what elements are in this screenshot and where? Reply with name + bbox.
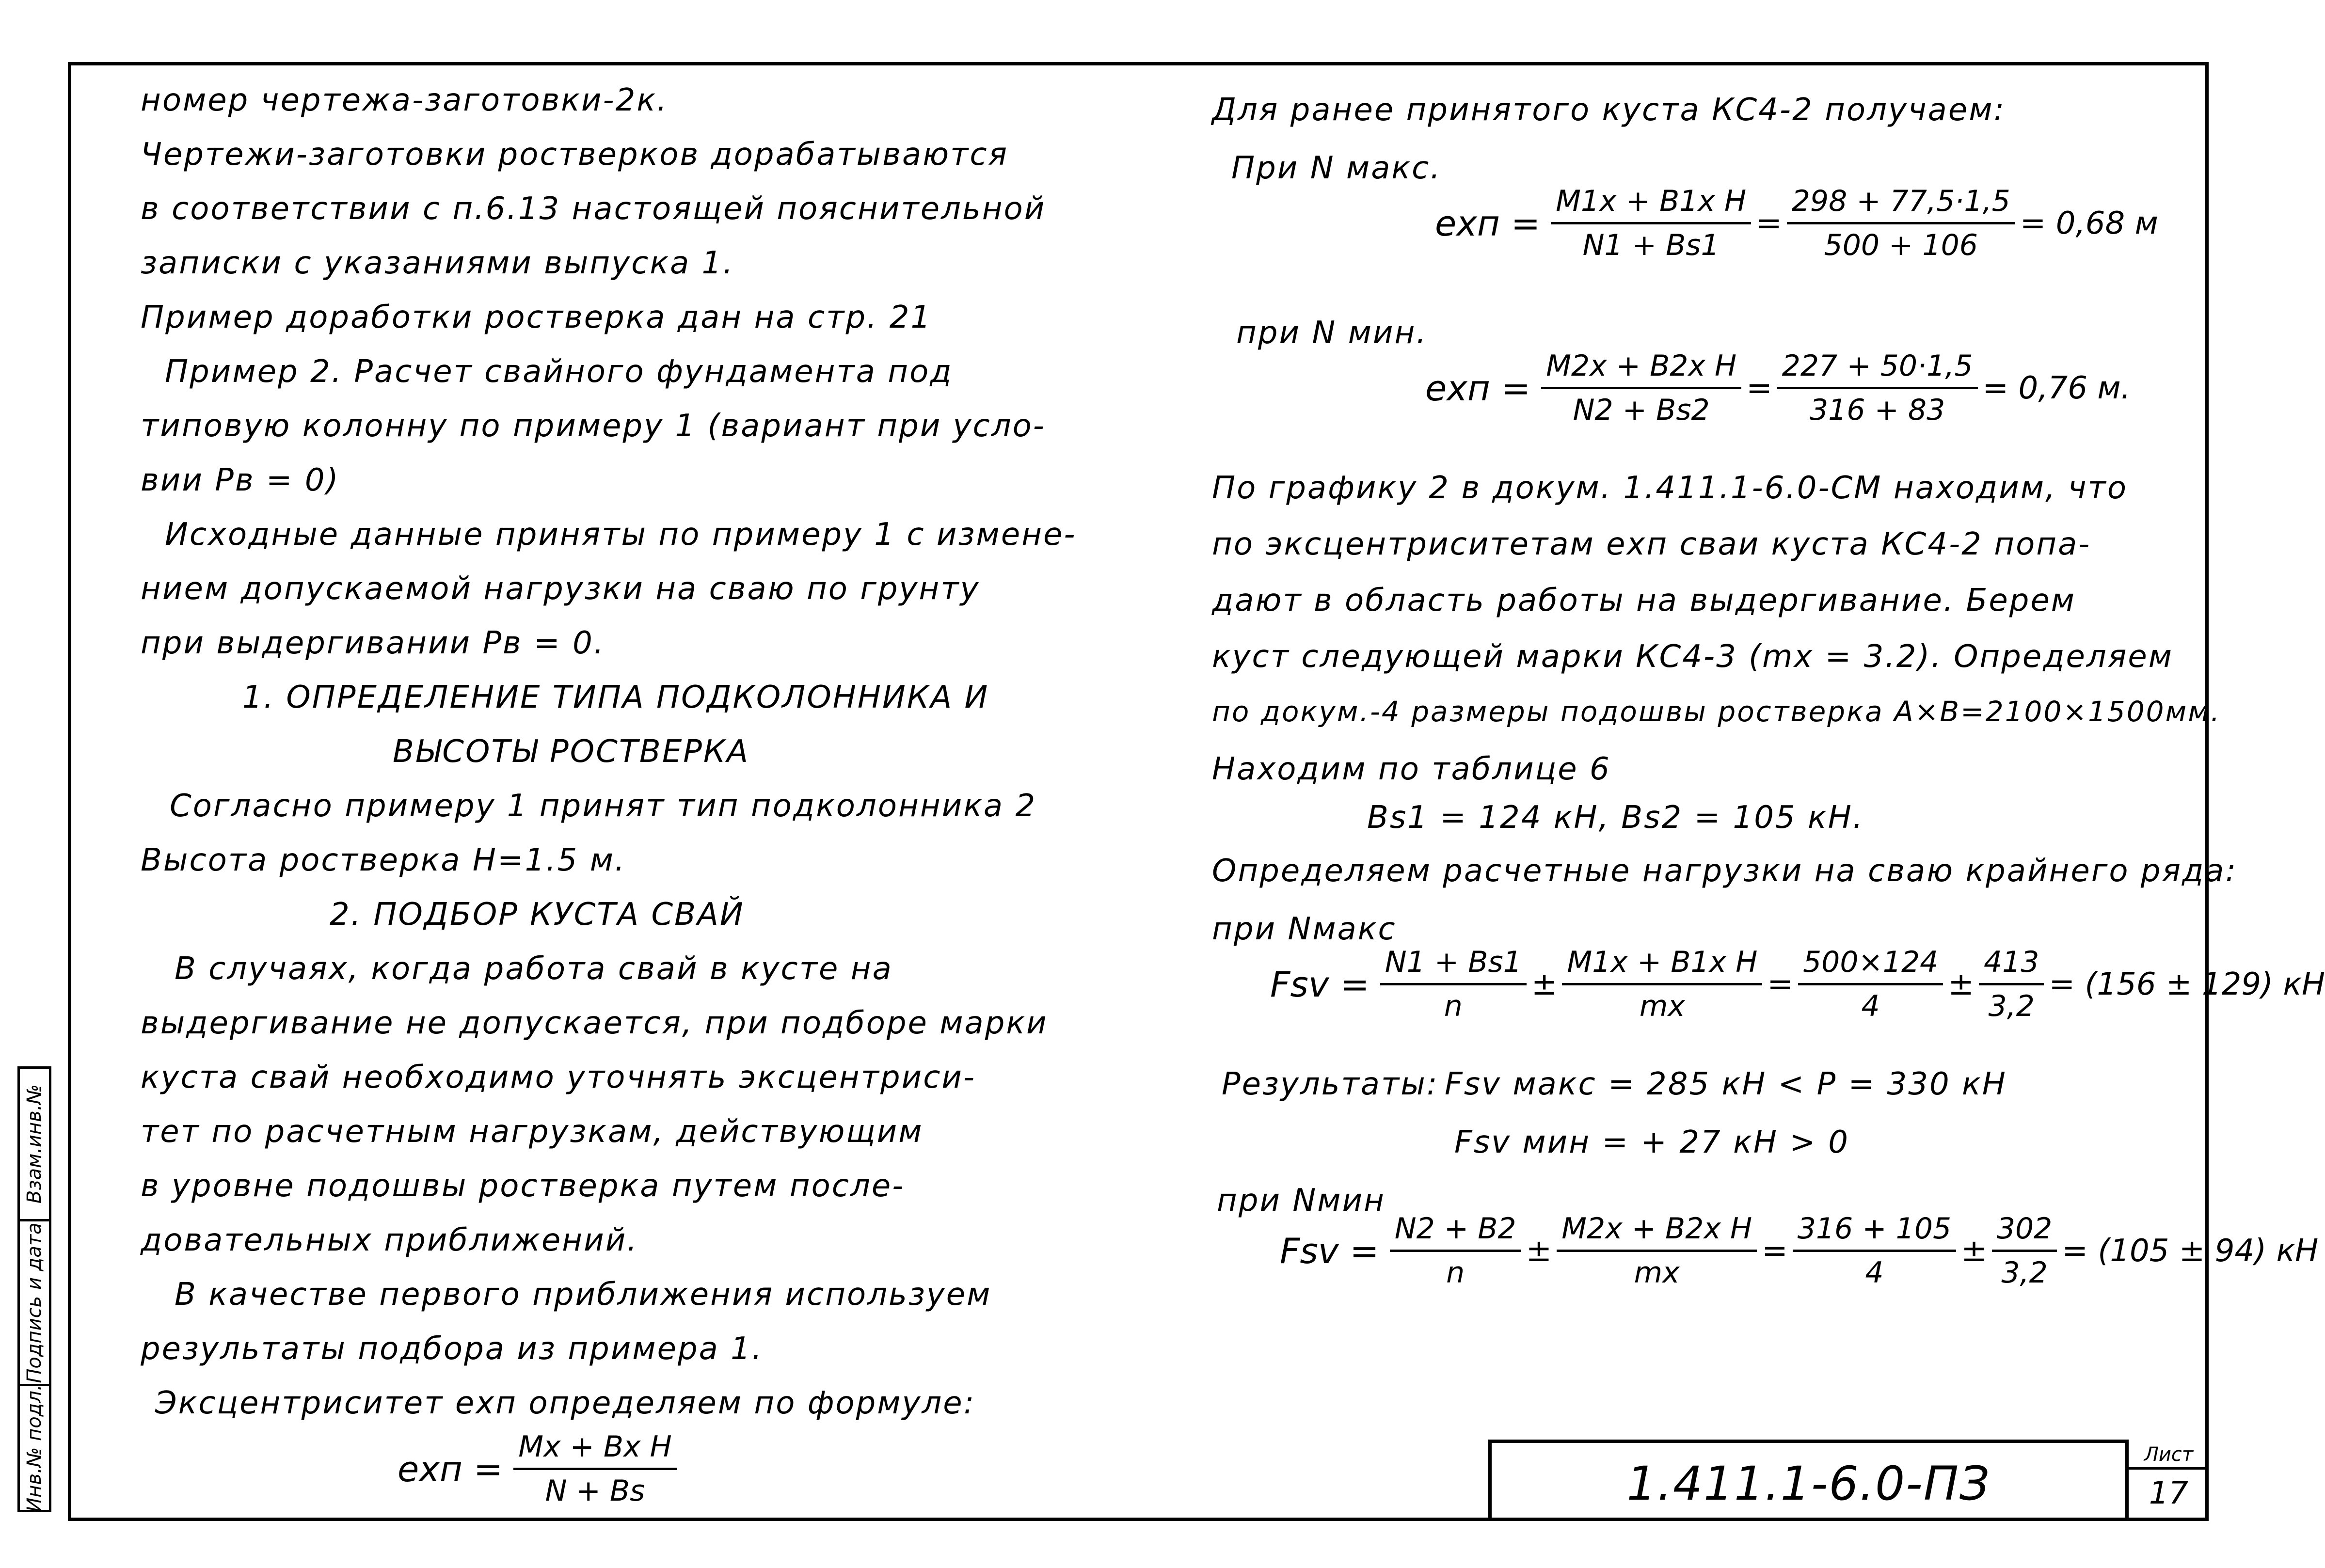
formula-fraction	[1390, 1212, 1521, 1290]
result-min: Fsv мин = + 27 кН > 0	[1454, 1125, 1849, 1160]
formula-numerator: 316 + 105	[1793, 1212, 1956, 1252]
text-line: выдергивание не допускается, при подборе марки	[141, 1005, 1048, 1041]
side-stamp-text: Инв.№ подл.	[23, 1384, 46, 1512]
formula-fraction	[1777, 349, 1978, 427]
formula-denominator: 4	[1865, 1256, 1884, 1290]
formula-lhs: Fsv =	[1270, 964, 1370, 1005]
formula-fraction	[1380, 945, 1527, 1023]
formula-denominator: N + Bs	[545, 1474, 645, 1508]
formula-result: = 0,76 м.	[1982, 370, 2131, 406]
case-label: при Nмакс	[1212, 911, 1397, 947]
side-stamp-cell	[20, 1069, 49, 1219]
formula-ecc-max: eхп = $\frac{\text{M1x + B1x H}}{N1 + Bs1}$ = $\frac{298 + 77,5\cdot 1,5}{500 + 106}$ = 0,68 м	[1435, 184, 2158, 262]
text-line: тет по расчетным нагрузкам, действующим	[141, 1114, 924, 1150]
formula-numerator: 500×124	[1798, 945, 1943, 985]
side-stamp-cell	[20, 1384, 49, 1510]
text-line: Чертежи-заготовки ростверков дорабатываются	[141, 137, 1009, 173]
side-stamp-cell	[20, 1219, 49, 1384]
text-line: довательных приближений.	[141, 1222, 638, 1258]
text-line: Исходные данные приняты по примеру 1 с измене-	[165, 517, 1077, 553]
formula-fraction	[1541, 349, 1741, 427]
text-line: Высота ростверка H=1.5 м.	[141, 842, 626, 878]
formula-numerator: 298 + 77,5·1,5	[1787, 184, 2015, 224]
formula-numerator: N1 + Bs1	[1380, 945, 1527, 985]
section-heading: 1. ОПРЕДЕЛЕНИЕ ТИПА ПОДКОЛОННИКА И	[242, 680, 989, 715]
formula-denominator: 3,2	[2001, 1256, 2048, 1290]
formula-numerator: 302	[1992, 1212, 2057, 1252]
text-line: дают в область работы на выдергивание. Берем	[1212, 583, 2076, 618]
results-label: Результаты:	[1222, 1066, 1439, 1102]
formula-numerator: M2x + B2x H	[1557, 1212, 1757, 1252]
formula-fsv-min: Fsv = $\frac{N2 + B2}{n}$ ± $\frac{\text{M2x + B2x H}}{mx}$ = $\frac{316 + 105}{4}$ ± $\frac{302}{3,2}$ = (105 ± 94) кН	[1280, 1212, 2319, 1290]
text-line: Пример 2. Расчет свайного фундамента под	[165, 354, 953, 390]
text-line: Bs1 = 124 кН, Bs2 = 105 кН.	[1367, 800, 1864, 836]
text-line: куст следующей марки КС4-3 (mx = 3.2). Определяем	[1212, 639, 2173, 675]
side-stamp	[17, 1066, 51, 1512]
formula-fraction	[1562, 945, 1762, 1023]
eccentricity-formula	[398, 1430, 682, 1508]
formula-numerator: N2 + B2	[1390, 1212, 1521, 1252]
formula-ecc-min: eхп = $\frac{\text{M2x + B2x H}}{N2 + Bs2}$ = $\frac{227 + 50\cdot 1,5}{316 + 83}$ = 0,76 м.	[1425, 349, 2131, 427]
formula-denominator: 4	[1861, 989, 1880, 1023]
text-line: вии Pв = 0)	[141, 462, 340, 498]
result-max: Fsv макс = 285 кН < P = 330 кН	[1445, 1066, 2007, 1102]
text-line: нием допускаемой нагрузки на сваю по грунту	[141, 571, 980, 607]
text-line: записки с указаниями выпуска 1.	[141, 245, 734, 281]
text-line: В случаях, когда работа свай в кусте на	[175, 951, 893, 987]
formula-fraction	[513, 1430, 677, 1508]
case-label: При N макс.	[1231, 150, 1442, 186]
text-line: Эксцентриситет eхп определяем по формуле:	[155, 1385, 976, 1421]
formula-denominator: 316 + 83	[1809, 393, 1945, 427]
text-line: номер чертежа-заготовки-2к.	[141, 82, 669, 118]
formula-fsv-max: Fsv = $\frac{N1 + Bs1}{n}$ ± $\frac{\text{M1x + B1x H}}{mx}$ = $\frac{500\times 124}{4}$ ± $\frac{413}{3,2}$ = (156 ± 129) кН	[1270, 945, 2325, 1023]
formula-numerator: 413	[1979, 945, 2044, 985]
text-line: Находим по таблице 6	[1212, 751, 1611, 787]
formula-denominator: n	[1444, 989, 1463, 1023]
case-label: при Nмин	[1217, 1183, 1385, 1219]
sheet-number: 17	[2149, 1475, 2189, 1511]
formula-fraction	[1979, 945, 2044, 1023]
section-heading: ВЫСОТЫ РОСТВЕРКА	[393, 734, 750, 770]
text-line: типовую колонну по примеру 1 (вариант при усло-	[141, 408, 1046, 444]
formula-denominator: 3,2	[1988, 989, 2035, 1023]
formula-numerator: M1x + B1x H	[1551, 184, 1751, 224]
formula-numerator: M2x + B2x H	[1541, 349, 1741, 389]
formula-numerator: M1x + B1x H	[1562, 945, 1762, 985]
formula-fraction	[1992, 1212, 2057, 1290]
formula-result: = (105 ± 94) кН	[2062, 1233, 2319, 1269]
text-line: в соответствии с п.6.13 настоящей пояснительной	[141, 191, 1046, 227]
text-line: В качестве первого приближения используем	[175, 1277, 992, 1313]
text-line: при выдергивании Pв = 0.	[141, 625, 605, 661]
formula-denominator: mx	[1634, 1256, 1680, 1290]
text-line: По графику 2 в докум. 1.411.1-6.0-СМ находим, что	[1212, 470, 2128, 506]
formula-fraction	[1787, 184, 2015, 262]
formula-result: = 0,68 м	[2020, 205, 2158, 241]
sheet-number-box	[2125, 1440, 2209, 1521]
section-heading: 2. ПОДБОР КУСТА СВАЙ	[330, 897, 745, 933]
formula-result: = (156 ± 129) кН	[2049, 966, 2325, 1002]
formula-denominator: 500 + 106	[1824, 228, 1978, 262]
side-stamp-text: Подпись и дата	[23, 1222, 46, 1383]
formula-lhs: eхп =	[1425, 367, 1531, 409]
text-line: Согласно примеру 1 принят тип подколонника 2	[170, 788, 1037, 824]
text-line: результаты подбора из примера 1.	[141, 1331, 764, 1367]
formula-fraction	[1557, 1212, 1757, 1290]
text-line: Определяем расчетные нагрузки на сваю крайнего ряда:	[1212, 853, 2237, 889]
text-line: куста свай необходимо уточнять эксцентриси-	[141, 1060, 976, 1095]
text-line: в уровне подошвы ростверка путем после-	[141, 1168, 905, 1204]
text-line: по докум.-4 размеры подошвы ростверка A×B=2100×1500мм.	[1212, 695, 2221, 728]
formula-denominator: N2 + Bs2	[1573, 393, 1710, 427]
intro-line: Для ранее принятого куста КС4-2 получаем:	[1212, 92, 2006, 128]
formula-numerator: Mx + Bx H	[513, 1430, 677, 1470]
case-label: при N мин.	[1236, 315, 1428, 351]
formula-fraction	[1793, 1212, 1956, 1290]
formula-lhs: eхп =	[1435, 203, 1541, 244]
formula-fraction	[1551, 184, 1751, 262]
side-stamp-text: Взам.инв.№	[23, 1084, 46, 1204]
document-code: 1.411.1-6.0-ПЗ	[1626, 1457, 1991, 1511]
formula-fraction	[1798, 945, 1943, 1023]
title-block	[1488, 1440, 2125, 1521]
formula-denominator: mx	[1639, 989, 1685, 1023]
formula-lhs: Fsv =	[1280, 1230, 1379, 1271]
formula-denominator: N1 + Bs1	[1582, 228, 1720, 262]
formula-denominator: n	[1446, 1256, 1465, 1290]
text-line: по эксцентриситетам eхп сваи куста КС4-2 попа-	[1212, 526, 2091, 562]
text-line: Пример доработки ростверка дан на стр. 21	[141, 300, 932, 335]
formula-numerator: 227 + 50·1,5	[1777, 349, 1978, 389]
sheet-label: Лист	[2129, 1440, 2209, 1470]
formula-lhs: eхп =	[398, 1448, 503, 1489]
